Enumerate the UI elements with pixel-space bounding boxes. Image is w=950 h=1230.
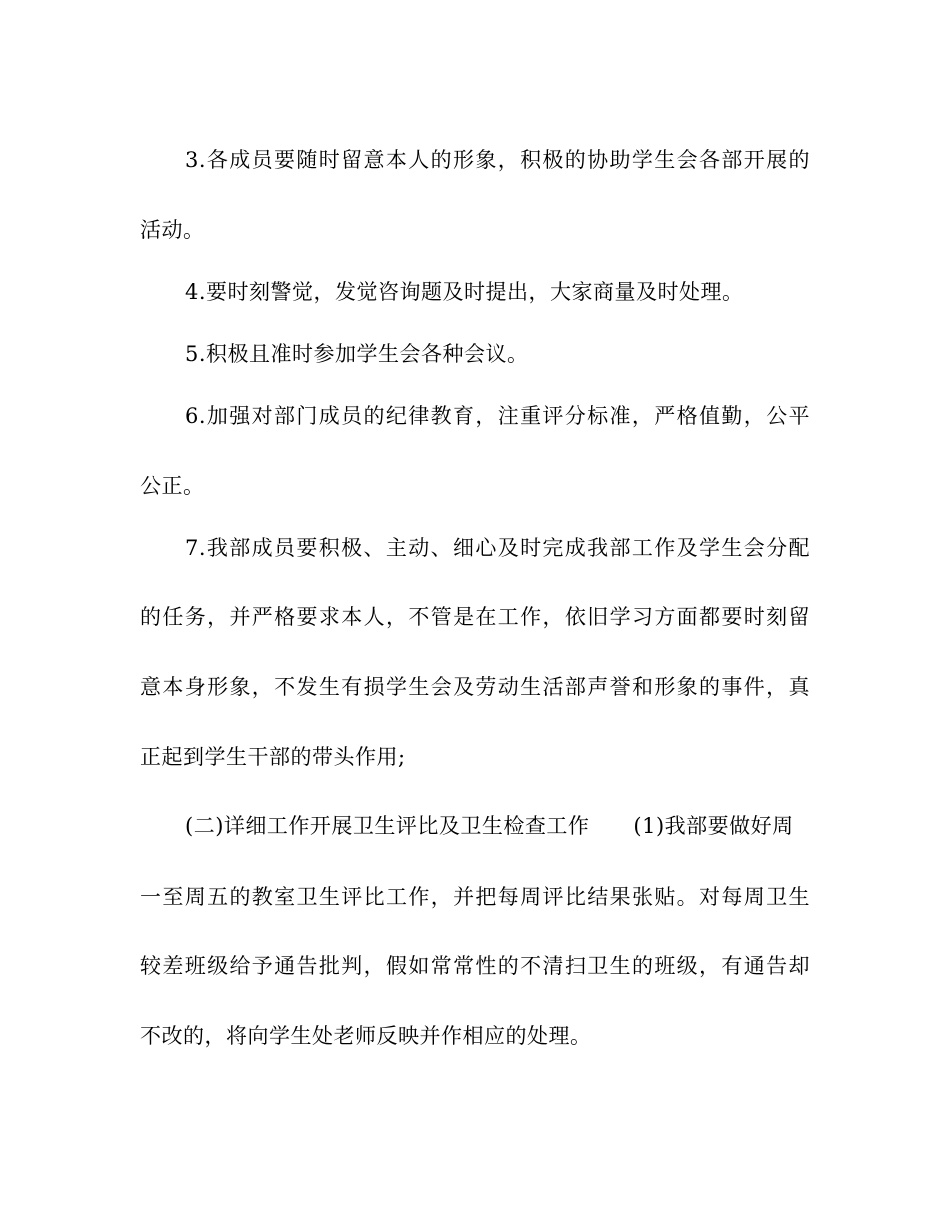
paragraph-4: 4.要时刻警觉，发觉咨询题及时提出，大家商量及时处理。 (185, 280, 744, 304)
paragraph-5: 5.积极且准时参加学生会各种会议。 (185, 342, 529, 366)
paragraph-6-line-1: 6.加强对部门成员的纪律教育，注重评分标准，严格值勤，公平 (185, 404, 810, 428)
section-heading: (二)详细工作开展卫生评比及卫生检查工作 (185, 814, 590, 838)
section-heading-line (185, 812, 810, 840)
paragraph-7-line-3: 意本身形象，不发生有损学生会及劳动生活部声誉和形象的事件，真 (140, 675, 810, 699)
section-continuation: (1)我部要做好周 (633, 814, 794, 838)
section-line-4: 不改的，将向学生处老师反映并作相应的处理。 (140, 1024, 592, 1048)
paragraph-3-line-1: 3.各成员要随时留意本人的形象，积极的协助学生会各部开展的 (185, 148, 810, 172)
section-line-2: 一至周五的教室卫生评比工作，并把每周评比结果张贴。对每周卫生 (140, 885, 810, 909)
paragraph-3-line-2: 活动。 (140, 218, 205, 242)
paragraph-6-line-2: 公正。 (140, 474, 205, 498)
paragraph-7-line-1: 7.我部成员要积极、主动、细心及时完成我部工作及学生会分配 (185, 536, 810, 560)
paragraph-7-line-4: 正起到学生干部的带头作用; (140, 745, 406, 769)
section-line-3: 较差班级给予通告批判，假如常常性的不清扫卫生的班级，有通告却 (140, 954, 810, 978)
paragraph-7-line-2: 的任务，并严格要求本人，不管是在工作，依旧学习方面都要时刻留 (140, 605, 810, 629)
